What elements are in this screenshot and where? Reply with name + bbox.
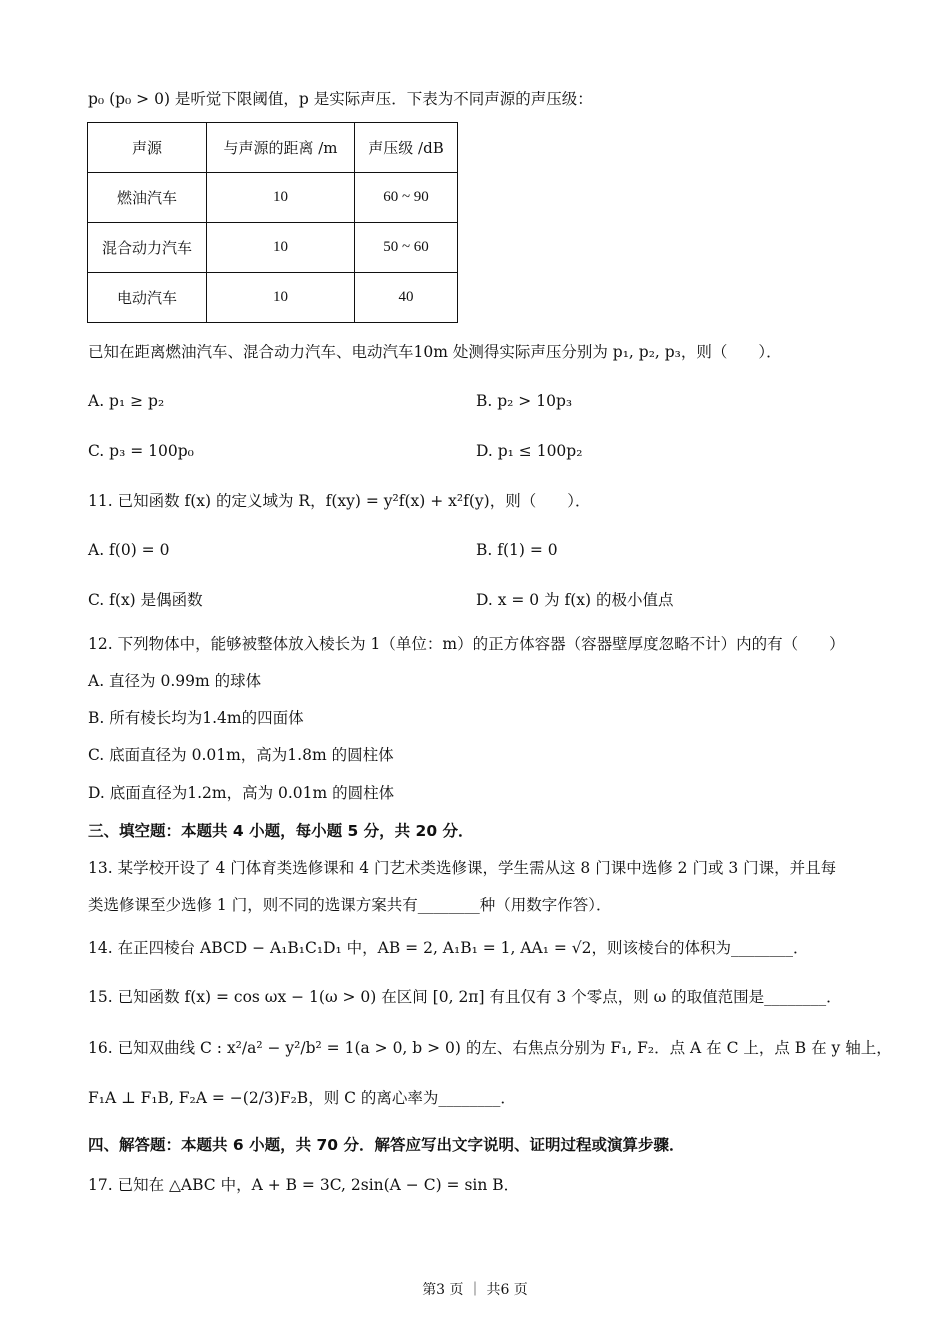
table-cell: 60 ~ 90 — [355, 173, 458, 223]
q11-stem: 11. 已知函数 f(x) 的定义域为 R，f(xy) = y²f(x) + x²f(y)，则（ ）． — [88, 492, 591, 510]
q11-option-a: A. f(0) = 0 — [88, 541, 170, 559]
q16-line2: F₁A ⊥ F₁B, F₂A = −(2/3)F₂B，则 C 的离心率为________． — [88, 1089, 516, 1107]
section-heading-solutions: 四、解答题：本题共 6 小题，共 70 分．解答应写出文字说明、证明过程或演算步骤． — [88, 1136, 685, 1154]
table-cell: 10 — [207, 273, 355, 323]
q11-option-c: C. f(x) 是偶函数 — [88, 591, 203, 609]
q11-option-b: B. f(1) = 0 — [476, 541, 558, 559]
sound-level-table — [87, 122, 458, 323]
q12-option-d: D. 底面直径为1.2m，高为 0.01m 的圆柱体 — [88, 784, 395, 802]
q12-option-c: C. 底面直径为 0.01m，高为1.8m 的圆柱体 — [88, 746, 394, 764]
table-row — [88, 223, 458, 273]
table-header: 声源 — [88, 123, 207, 173]
q15-stem: 15. 已知函数 f(x) = cos ωx − 1(ω > 0) 在区间 [0, 2π] 有且仅有 3 个零点，则 ω 的取值范围是________． — [88, 988, 842, 1006]
q12-option-a: A. 直径为 0.99m 的球体 — [88, 672, 262, 690]
q10-stem: 已知在距离燃油汽车、混合动力汽车、电动汽车10m 处测得实际声压分别为 p₁, p₂, p₃，则（ ）． — [88, 343, 782, 361]
q16-line1: 16. 已知双曲线 C : x²/a² − y²/b² = 1(a > 0, b > 0) 的左、右焦点分别为 F₁, F₂．点 A 在 C 上，点 B 在 y 轴上， — [88, 1039, 892, 1057]
q12-option-b: B. 所有棱长均为1.4m的四面体 — [88, 709, 304, 727]
table-cell: 10 — [207, 223, 355, 273]
table-row — [88, 273, 458, 323]
table-cell: 50 ~ 60 — [355, 223, 458, 273]
table-cell: 混合动力汽车 — [88, 223, 207, 273]
q13-line1: 13. 某学校开设了 4 门体育类选修课和 4 门艺术类选修课，学生需从这 8 门课中选修 2 门或 3 门课，并且每 — [88, 859, 837, 877]
table-header: 声压级 /dB — [355, 123, 458, 173]
table-cell: 10 — [207, 173, 355, 223]
table-row — [88, 173, 458, 223]
q14-stem: 14. 在正四棱台 ABCD − A₁B₁C₁D₁ 中，AB = 2, A₁B₁ = 1, AA₁ = √2，则该棱台的体积为________． — [88, 939, 809, 957]
q13-line2: 类选修课至少选修 1 门，则不同的选课方案共有________种（用数字作答）． — [88, 896, 612, 914]
section-heading-fill-in: 三、填空题：本题共 4 小题，每小题 5 分，共 20 分． — [88, 822, 474, 840]
intro-text: p₀ (p₀ > 0) 是听觉下限阈值，p 是实际声压．下表为不同声源的声压级： — [88, 90, 593, 108]
table-cell: 电动汽车 — [88, 273, 207, 323]
q10-option-b: B. p₂ > 10p₃ — [476, 392, 573, 410]
q10-option-c: C. p₃ = 100p₀ — [88, 442, 194, 460]
page-footer: 第3 页 ｜ 共6 页 — [422, 1282, 528, 1298]
table-cell: 40 — [355, 273, 458, 323]
q17-stem: 17. 已知在 △ABC 中，A + B = 3C, 2sin(A − C) = sin B． — [88, 1176, 520, 1194]
q11-option-d: D. x = 0 为 f(x) 的极小值点 — [476, 591, 674, 609]
table-header: 与声源的距离 /m — [207, 123, 355, 173]
q10-option-d: D. p₁ ≤ 100p₂ — [476, 442, 583, 460]
table-cell: 燃油汽车 — [88, 173, 207, 223]
table-header-row — [88, 123, 458, 173]
q10-option-a: A. p₁ ≥ p₂ — [88, 392, 165, 410]
q12-stem: 12. 下列物体中，能够被整体放入棱长为 1（单位：m）的正方体容器（容器壁厚度忽略不计）内的有（ ） — [88, 635, 845, 653]
